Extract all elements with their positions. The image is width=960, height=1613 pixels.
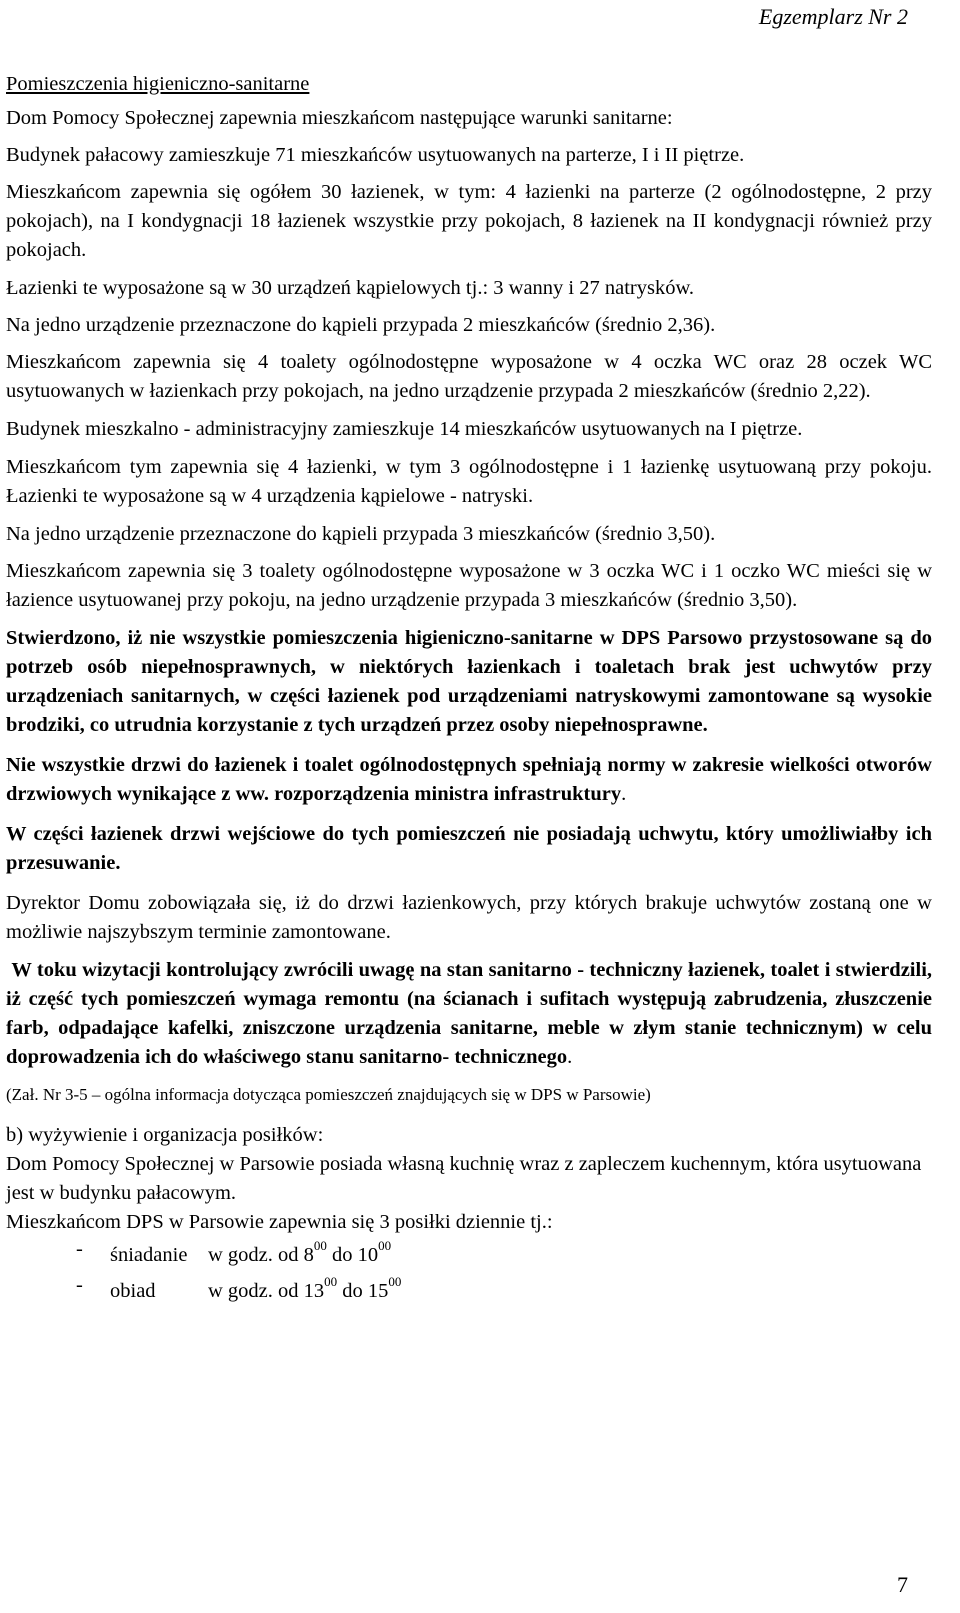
paragraph-4: Łazienki te wyposażone są w 30 urządzeń kąpielowych tj.: 3 wanny i 27 natrysków. <box>6 277 695 299</box>
meals-count-line: Mieszkańcom DPS w Parsowie zapewnia się 3 posiłki dziennie tj.: <box>6 1211 553 1233</box>
meal-label: śniadanie <box>110 1244 188 1266</box>
finding-doors <box>6 751 932 809</box>
meal-label: obiad <box>110 1280 156 1302</box>
finding-doors-text: Nie wszystkie drzwi do łazienek i toalet ogólnodostępnych spełniają normy w zakresie wielkości otworów drzwiowych wynikające z ww. rozporządzenia ministra infrastruktury <box>6 754 932 805</box>
meal-time-sup: 00 <box>313 1238 327 1253</box>
meal-time-mid: do 10 <box>326 1244 379 1266</box>
meals-heading: b) wyżywienie i organizacja posiłków: <box>6 1124 324 1146</box>
meals-kitchen-line: Dom Pomocy Społecznej w Parsowie posiada własną kuchnię wraz z zapleczem kuchennym, która usytuowana jest w budynku pałacowym. <box>6 1153 922 1204</box>
paragraph-director: Dyrektor Domu zobowiązała się, iż do drzwi łazienkowych, przy których brakuje uchwytów zostaną one w możliwie najszybszym terminie zamontowane. <box>6 892 932 943</box>
meal-item-breakfast <box>6 1237 932 1273</box>
paragraph-5: Na jedno urządzenie przeznaczone do kąpieli przypada 2 mieszkańców (średnio 2,36). <box>6 314 716 336</box>
section-title: Pomieszczenia higieniczno-sanitarne <box>6 73 310 95</box>
meal-time-text: w godz. od 8 <box>208 1244 314 1266</box>
finding-doors-period: . <box>621 783 627 805</box>
attachment-note: (Zał. Nr 3-5 – ogólna informacja dotycząca pomieszczeń znajdujących się w DPS w Parsowie) <box>6 1085 651 1104</box>
meal-time-mid: do 15 <box>337 1280 389 1302</box>
finding-accessibility: Stwierdzono, iż nie wszystkie pomieszczenia higieniczno-sanitarne w DPS Parsowo przystosowane są do potrzeb osób niepełnosprawnych, w niektórych łazienkach i toaletach brak jest uchwytów przy urządzeniach sanitarnych, w części łazienek pod urządzeniami natryskowymi zamontowane są wysokie brodziki, co utrudnia korzystanie z tych urządzeń przez osoby niepełnosprawne. <box>6 627 932 736</box>
paragraph-2: Budynek pałacowy zamieszkuje 71 mieszkańców usytuowanych na parterze, I i II piętrze. <box>6 144 745 166</box>
finding-renovation <box>6 956 932 1072</box>
paragraph-9: Na jedno urządzenie przeznaczone do kąpieli przypada 3 mieszkańców (średnio 3,50). <box>6 523 716 545</box>
paragraph-3: Mieszkańcom zapewnia się ogółem 30 łazienek, w tym: 4 łazienki na parterze (2 ogólnodostępne, 2 przy pokojach), na I kondygnacji 18 łazienek wszystkie przy pokojach, 8 łazienek na II kondygnacji również przy pokojach. <box>6 181 932 261</box>
page-number: 7 <box>897 1572 908 1597</box>
finding-handles: W części łazienek drzwi wejściowe do tych pomieszczeń nie posiadają uchwytu, który umożliwiałby ich przesuwanie. <box>6 823 932 874</box>
list-dash: - <box>76 1274 83 1296</box>
document-body <box>6 70 932 1309</box>
meal-time-text: w godz. od 13 <box>208 1280 325 1302</box>
paragraph-8: Mieszkańcom tym zapewnia się 4 łazienki, w tym 3 ogólnodostępne i 1 łazienkę usytuowaną przy pokoju. Łazienki te wyposażone są w 4 urządzenia kąpielowe - natryski. <box>6 456 932 507</box>
finding-renovation-period: . <box>567 1046 573 1068</box>
document-page <box>6 0 936 1613</box>
paragraph-10: Mieszkańcom zapewnia się 3 toalety ogólnodostępne wyposażone w 3 oczka WC i 1 oczko WC mieści się w łazience usytuowanej przy pokoju, na jedno urządzenie przypada 3 mieszkańców (średnio 3,50). <box>6 560 932 611</box>
meal-item-lunch <box>6 1273 932 1309</box>
finding-renovation-text: W toku wizytacji kontrolujący zwrócili uwagę na stan sanitarno - techniczny łazienek, toalet i stwierdzili, iż część tych pomieszczeń wymaga remontu (na ścianach i sufitach występują zabrudzenia, złuszczenie farb, odpadające kafelki, zniszczone urządzenia sanitarne, meble w złym stanie technicznym) w celu doprowadzenia ich do właściwego stanu sanitarno- technicznego <box>6 959 933 1068</box>
meal-time-sup: 00 <box>324 1274 338 1289</box>
paragraph-6: Mieszkańcom zapewnia się 4 toalety ogólnodostępne wyposażone w 4 oczka WC oraz 28 oczek WC usytuowanych w łazienkach przy pokojach, na jedno urządzenie przypada 2 mieszkańców (średnio 2,22). <box>6 351 932 402</box>
meal-times-list <box>6 1237 932 1309</box>
paragraph-1: Dom Pomocy Społecznej zapewnia mieszkańcom następujące warunki sanitarne: <box>6 107 673 129</box>
copy-number-mark: Egzemplarz Nr 2 <box>758 4 908 29</box>
meal-time-sup: 00 <box>388 1274 402 1289</box>
list-dash: - <box>76 1238 83 1260</box>
meal-time-sup: 00 <box>378 1238 392 1253</box>
paragraph-7: Budynek mieszkalno - administracyjny zamieszkuje 14 mieszkańców usytuowanych na I piętrze. <box>6 418 803 440</box>
